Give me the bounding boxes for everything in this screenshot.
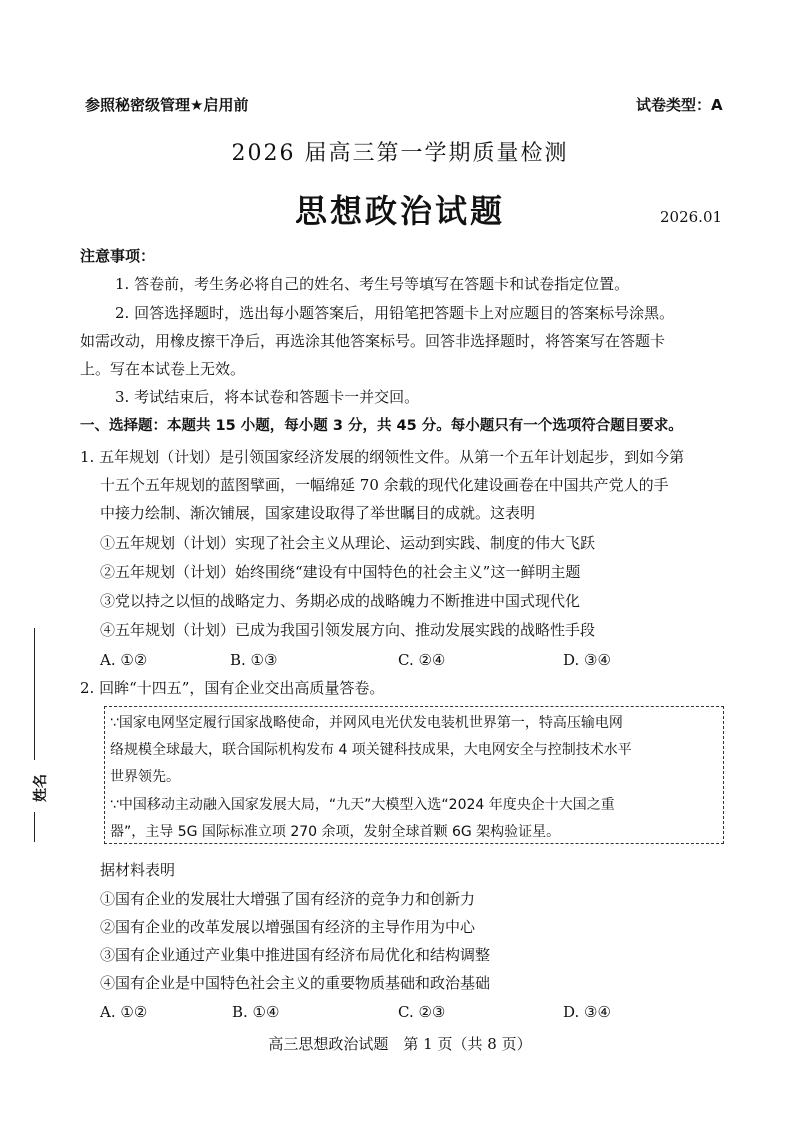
q2-option-a[interactable]: A. ①② xyxy=(100,1003,148,1021)
q1-statement-3: ③党以持之以恒的战略定力、务期必成的战略魄力不断推进中国式现代化 xyxy=(100,592,581,610)
note-item-2-line-2: 如需改动，用橡皮擦干净后，再选涂其他答案标号。回答非选择题时，将答案写在答题卡 xyxy=(80,332,666,350)
exam-title: 2026 届高三第一学期质量检测 xyxy=(231,141,569,166)
secret-level-label: 参照秘密级管理★启用前 xyxy=(85,96,249,114)
q2-statement-4: ④国有企业是中国特色社会主义的重要物质基础和政治基础 xyxy=(100,974,491,992)
q1-statement-2: ②五年规划（计划）始终围绕“建设有中国特色的社会主义”这一鲜明主题 xyxy=(100,563,581,581)
note-item-2-line-1: 2. 回答选择题时，选出每小题答案后，用铅笔把答题卡上对应题目的答案标号涂黑。 xyxy=(115,304,675,322)
q1-option-c[interactable]: C. ②④ xyxy=(398,651,446,669)
q1-option-a[interactable]: A. ①② xyxy=(100,651,148,669)
q2-option-d[interactable]: D. ③④ xyxy=(563,1003,611,1021)
exam-date: 2026.01 xyxy=(660,208,723,226)
q1-stem-line-2: 十五个五年规划的蓝图擘画，一幅绵延 70 余载的现代化建设画卷在中国共产党人的手 xyxy=(100,476,669,494)
q2-stem: 2. 回眸“十四五”，国有企业交出高质量答卷。 xyxy=(80,679,385,697)
q1-option-b[interactable]: B. ①③ xyxy=(230,651,278,669)
q1-statement-4: ④五年规划（计划）已成为我国引领发展方向、推动发展实践的战略性手段 xyxy=(100,621,596,639)
q1-stem-line-3: 中接力绘制、渐次铺展，国家建设取得了举世瞩目的成就。这表明 xyxy=(100,504,536,522)
q2-material-1-line-3: 世界领先。 xyxy=(110,769,180,785)
q1-stem-line-1: 1. 五年规划（计划）是引领国家经济发展的纲领性文件。从第一个五年计划起步，到如今第 xyxy=(80,448,685,466)
page-footer: 高三思想政治试题 第 1 页（共 8 页） xyxy=(268,1035,532,1053)
q2-material-2-line-1: ∵中国移动主动融入国家发展大局，“九天”大模型入选“2024 年度央企十大国之重 xyxy=(110,797,615,813)
q2-statement-1: ①国有企业的发展壮大增强了国有经济的竞争力和创新力 xyxy=(100,890,476,908)
q2-option-b[interactable]: B. ①④ xyxy=(232,1003,280,1021)
q2-material-2-line-2: 器”，主导 5G 国际标准立项 270 余项，发射全球首颗 6G 架构验证星。 xyxy=(110,824,561,840)
paper-type-label: 试卷类型：A xyxy=(636,96,723,114)
note-item-1: 1. 答卷前，考生务必将自己的姓名、考生号等填写在答题卡和试卷指定位置。 xyxy=(115,275,630,293)
name-write-line-lower xyxy=(34,812,35,842)
q2-material-1-line-2: 络规模全球最大，联合国际机构发布 4 项关键科技成果，大电网安全与控制技术水平 xyxy=(110,742,632,758)
q2-statement-3: ③国有企业通过产业集中推进国有经济布局优化和结构调整 xyxy=(100,946,491,964)
q2-option-c[interactable]: C. ②③ xyxy=(398,1003,446,1021)
name-field-label: 姓名 xyxy=(33,774,49,802)
q2-statement-2: ②国有企业的改革发展以增强国有经济的主导作用为中心 xyxy=(100,918,476,936)
section-1-title: 一、选择题：本题共 15 小题，每小题 3 分，共 45 分。每小题只有一个选项符合题目要求。 xyxy=(80,418,683,434)
name-write-line xyxy=(34,628,35,760)
notes-heading: 注意事项： xyxy=(80,247,156,265)
q2-lead: 据材料表明 xyxy=(100,861,176,879)
q1-option-d[interactable]: D. ③④ xyxy=(563,651,611,669)
note-item-2-line-3: 上。写在本试卷上无效。 xyxy=(80,360,246,378)
subject-title: 思想政治试题 xyxy=(294,192,505,230)
q2-material-1-line-1: ∵国家电网坚定履行国家战略使命，并网风电光伏发电装机世界第一，特高压输电网 xyxy=(110,715,623,731)
note-item-3: 3. 考试结束后，将本试卷和答题卡一并交回。 xyxy=(115,388,420,406)
q1-statement-1: ①五年规划（计划）实现了社会主义从理论、运动到实践、制度的伟大飞跃 xyxy=(100,534,596,552)
